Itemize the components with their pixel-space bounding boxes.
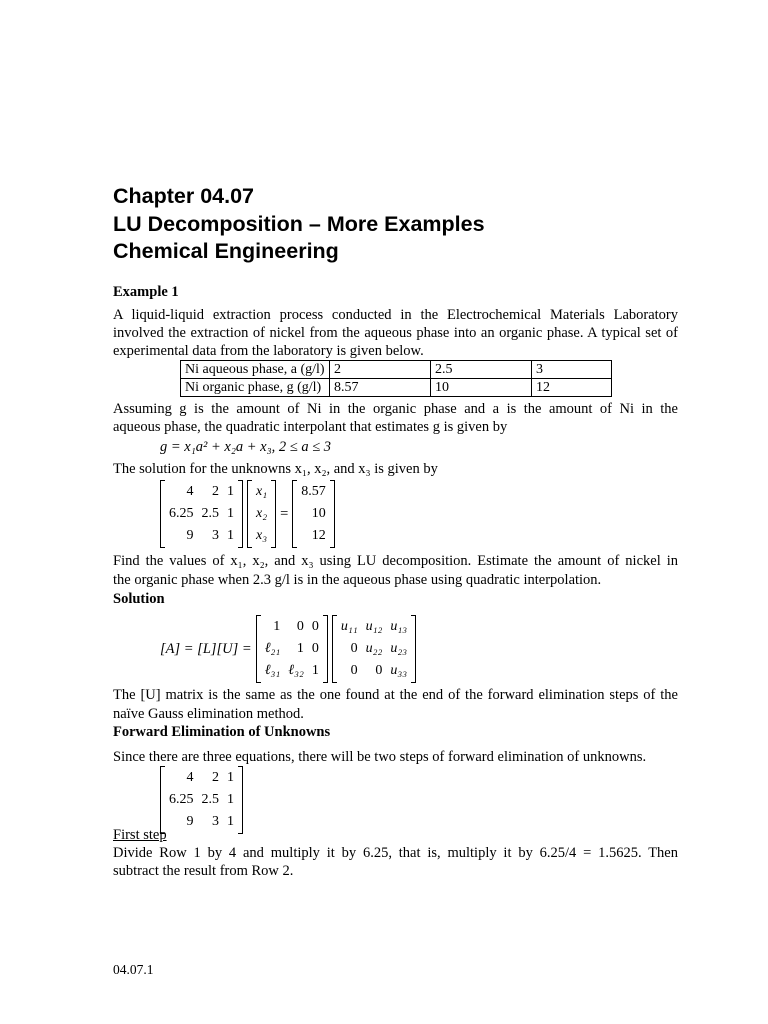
u-note-line-1: The [U] matrix is the same as the one found at the end of the forward elimination steps of the: [113, 687, 678, 703]
unknowns-vector: x₁ x₂ x₃: [247, 480, 276, 548]
table-cell: 3: [532, 361, 612, 379]
example-label: Example 1: [113, 284, 179, 300]
linear-system: [160, 480, 335, 548]
intro-paragraph: A liquid-liquid extraction process conducted in the Electrochemical Materials Laboratory involved the extraction of nickel from the aqueous phase into an organic phase. A typical set of experimental data from the laboratory is given below.: [113, 307, 678, 359]
page-subtitle: Chemical Engineering: [113, 239, 339, 263]
table-row: [181, 379, 612, 397]
table-cell: 10: [431, 379, 532, 397]
page-number: 04.07.1: [113, 962, 154, 977]
rhs-vector: 8.57 10 12: [292, 480, 335, 548]
equals-sign: =: [280, 506, 289, 522]
lu-decomposition: [160, 615, 416, 683]
find-line-2: the organic phase when 2.3 g/l is in the aqueous phase using quadratic interpolation.: [113, 572, 602, 588]
u-matrix: u₁₁ u₁₂ u₁₃ 0 u₂₂ u₂₃ 0 0 u₃₃: [332, 615, 416, 683]
table-cell: 2.5: [431, 361, 532, 379]
data-table: [180, 360, 612, 397]
solution-line: The solution for the unknowns x₁, x₂, and x₃ is given by: [113, 461, 438, 477]
table-cell: 12: [532, 379, 612, 397]
assume-line-1: Assuming g is the amount of Ni in the organic phase and a is the amount of Ni in the: [113, 401, 678, 417]
solution-label: Solution: [113, 591, 165, 607]
find-line-1: Find the values of x₁, x₂, and x₃ using LU decomposition. Estimate the amount of nickel in: [113, 553, 678, 569]
lu-lhs: [A] = [L][U] =: [160, 641, 252, 657]
interpolant-equation: g = x₁a² + x₂a + x₃, 2 ≤ a ≤ 3: [160, 439, 332, 455]
chapter-heading: Chapter 04.07: [113, 184, 255, 208]
forward-elimination-heading: Forward Elimination of Unknowns: [113, 724, 331, 740]
table-cell: 8.57: [330, 379, 431, 397]
l-matrix: 1 0 0 ℓ₂₁ 1 0 ℓ₃₁ ℓ₃₂ 1: [256, 615, 328, 683]
step-line-1: Divide Row 1 by 4 and multiply it by 6.25, that is, multiply it by 6.25/4 = 1.5625. Then: [113, 845, 678, 861]
page-title: LU Decomposition – More Examples: [113, 212, 485, 236]
table-cell: Ni aqueous phase, a (g/l): [181, 361, 330, 379]
table-cell: 2: [330, 361, 431, 379]
coefficient-matrix: 4 2 1 6.25 2.5 1 9 3 1: [160, 480, 243, 548]
forward-elimination-matrix: 4 2 1 6.25 2.5 1 9 3 1: [160, 766, 243, 834]
table-row: [181, 361, 612, 379]
forward-elimination-text: Since there are three equations, there will be two steps of forward elimination of unknowns.: [113, 749, 647, 765]
first-step-heading: First step: [113, 827, 167, 843]
table-cell: Ni organic phase, g (g/l): [181, 379, 330, 397]
assume-line-2: aqueous phase, the quadratic interpolant that estimates g is given by: [113, 419, 508, 435]
step-line-2: subtract the result from Row 2.: [113, 863, 294, 879]
u-note-line-2: naïve Gauss elimination method.: [113, 706, 304, 722]
